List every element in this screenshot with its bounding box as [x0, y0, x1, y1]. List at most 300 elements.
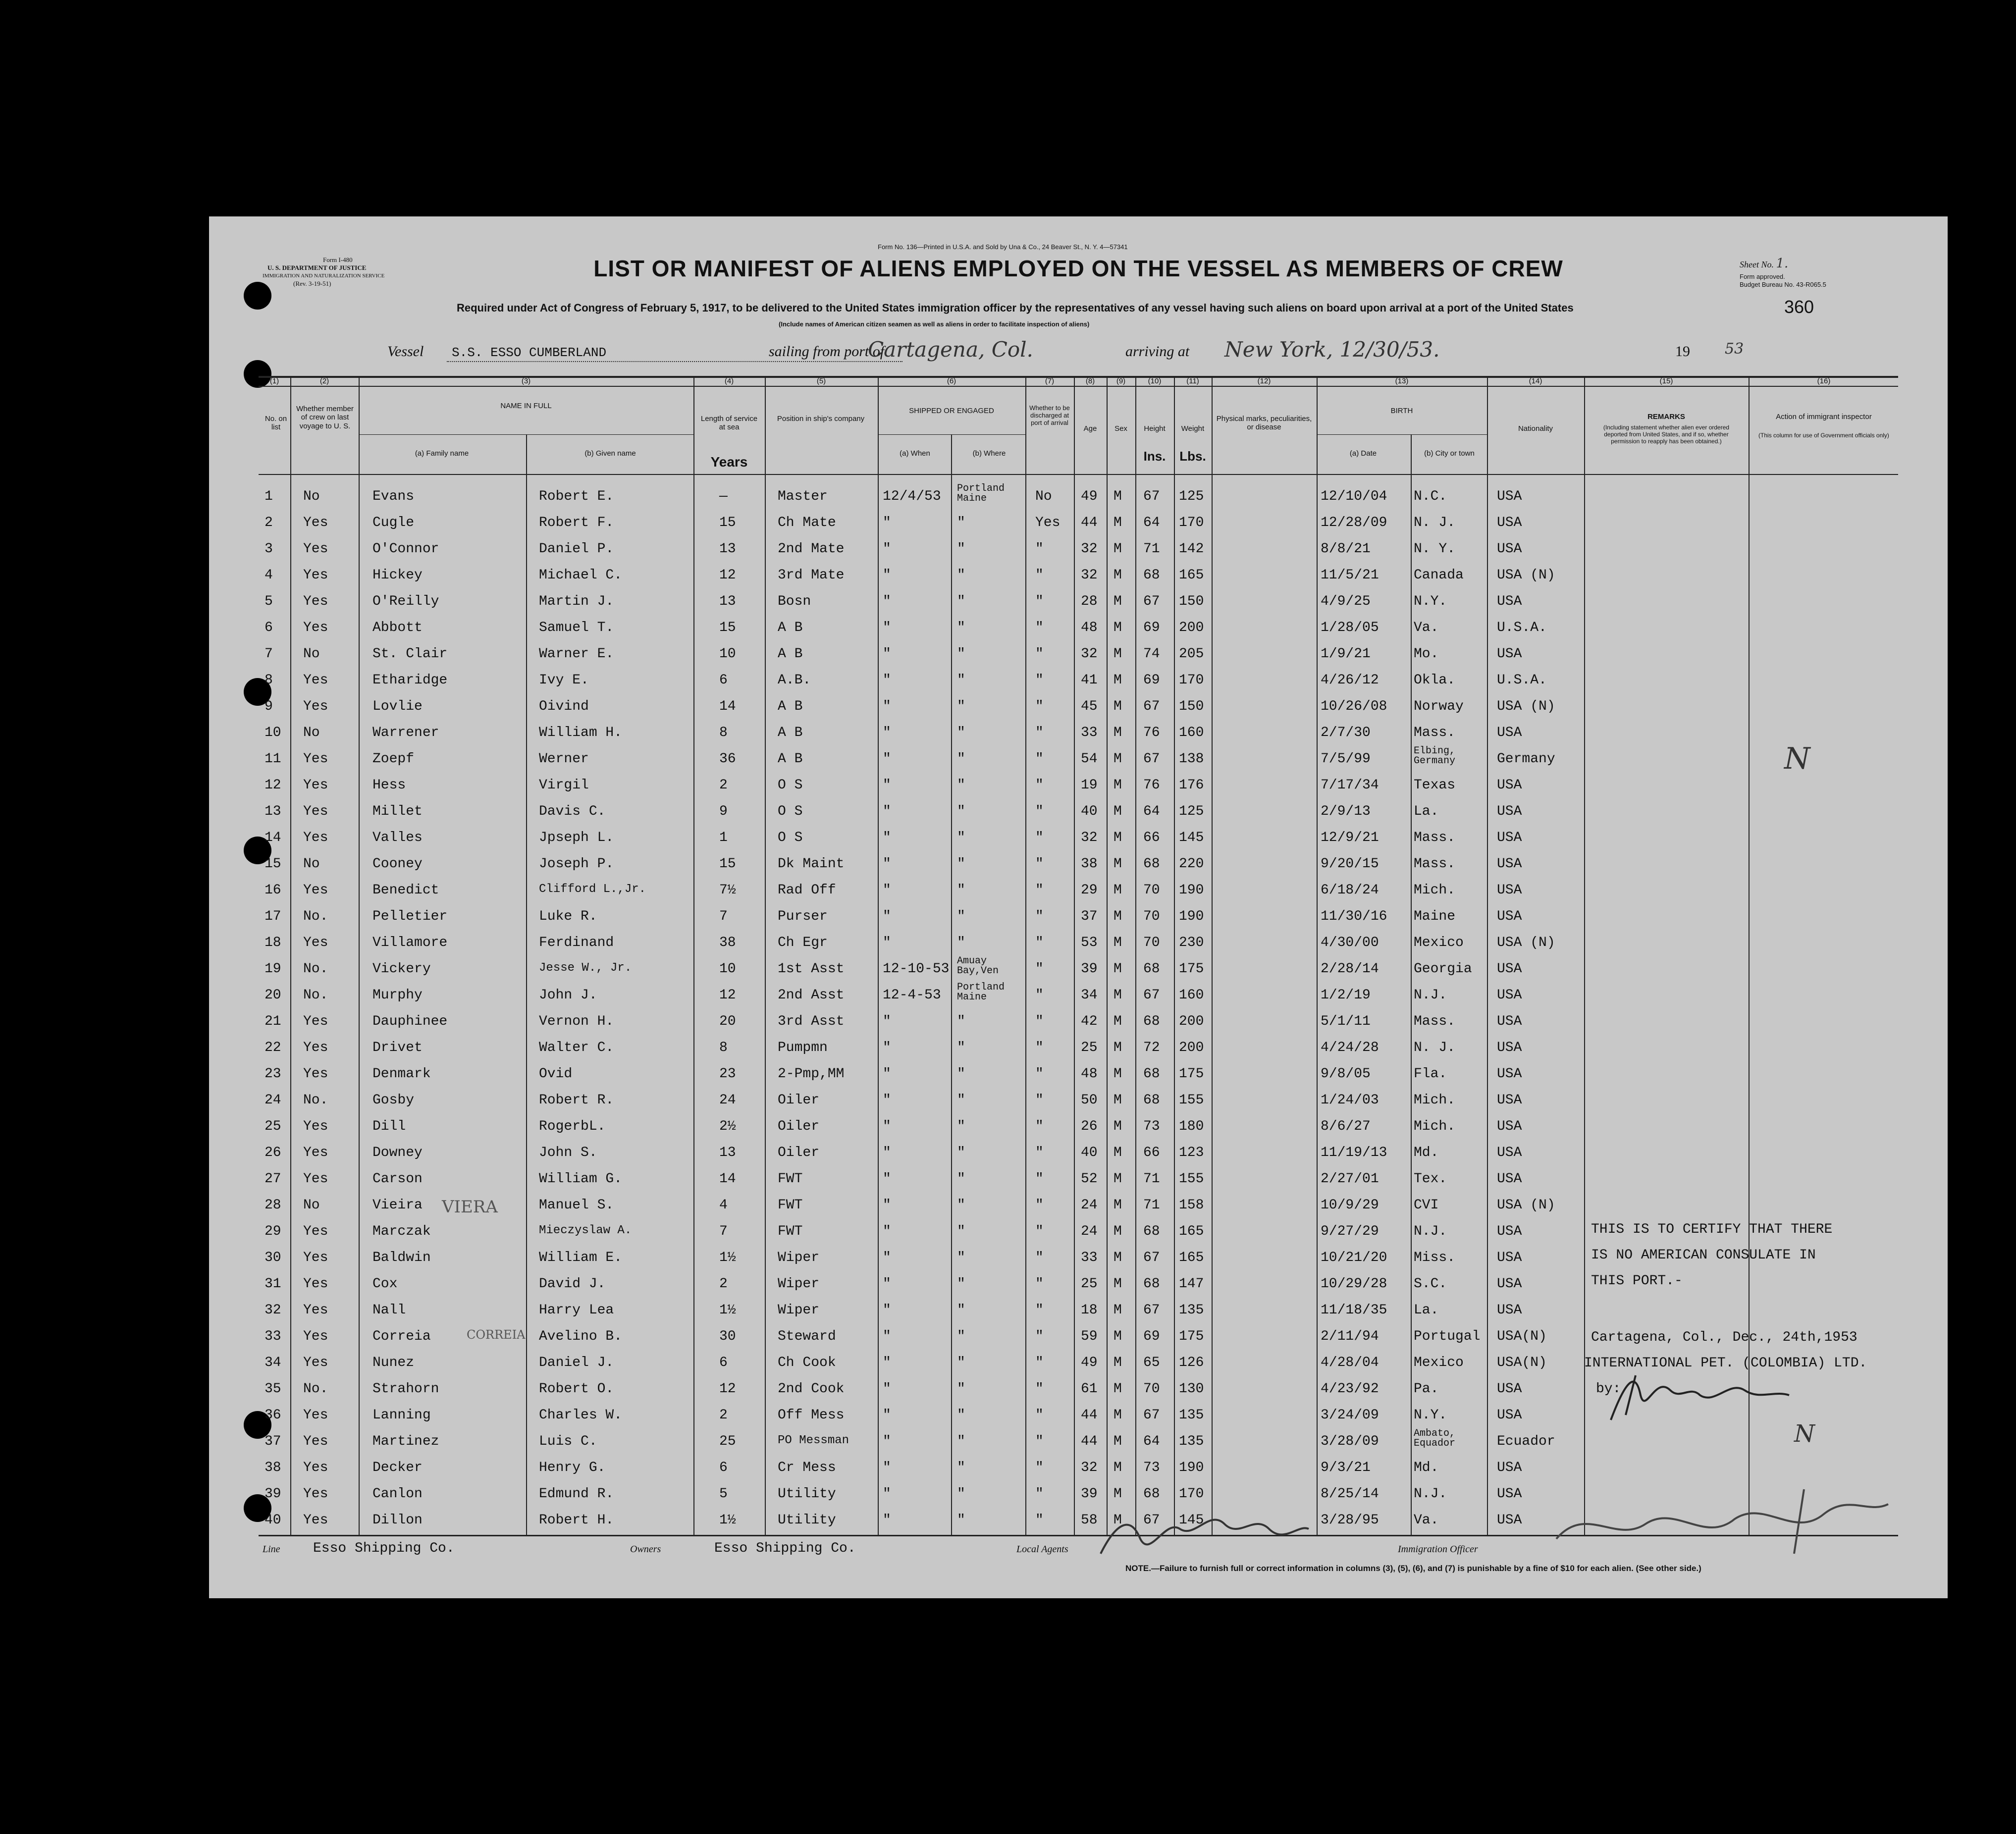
crew-member-last-voyage: Yes [303, 1513, 328, 1528]
crew-birth-city: La. [1414, 1303, 1439, 1318]
table-row [209, 825, 1948, 851]
crew-birth-city: N. J. [1414, 515, 1456, 530]
crew-no: 28 [265, 1198, 281, 1213]
crew-years: 2½ [719, 1119, 736, 1134]
crew-sex: M [1114, 699, 1122, 714]
column-number: (10) [1148, 377, 1162, 385]
crew-position: Ch Mate [778, 515, 836, 530]
crew-sex: M [1114, 1198, 1122, 1213]
crew-member-last-voyage: Yes [303, 1145, 328, 1160]
crew-no: 22 [265, 1040, 281, 1055]
crew-birth-city: Okla. [1414, 673, 1456, 688]
crew-no: 26 [265, 1145, 281, 1160]
crew-height: 64 [1143, 804, 1160, 819]
crew-given-name: RogerbL. [539, 1119, 606, 1134]
crew-height: 70 [1143, 883, 1160, 898]
crew-birth-date: 2/11/94 [1321, 1329, 1379, 1344]
crew-age: 33 [1081, 1250, 1098, 1265]
crew-no: 10 [265, 725, 281, 740]
crew-discharged: " [1035, 751, 1044, 767]
crew-discharged: " [1035, 1486, 1044, 1502]
crew-shipped-where: " [957, 1066, 965, 1082]
crew-sex: M [1114, 1513, 1122, 1528]
crew-family-name: Lanning [372, 1408, 431, 1423]
crew-position: FWT [778, 1171, 803, 1187]
crew-sex: M [1114, 620, 1122, 635]
crew-shipped-where: " [957, 1408, 965, 1423]
crew-given-name: Mieczyslaw A. [539, 1224, 632, 1237]
crew-shipped-when: " [883, 1224, 891, 1239]
crew-birth-city: N.J. [1414, 1224, 1447, 1239]
crew-no: 20 [265, 988, 281, 1003]
crew-shipped-where: " [957, 1486, 965, 1502]
crew-birth-city: Md. [1414, 1460, 1439, 1475]
crew-age: 53 [1081, 935, 1098, 950]
crew-weight: 170 [1179, 1486, 1204, 1502]
crew-member-last-voyage: Yes [303, 699, 328, 714]
header-position: Position in ship's company [777, 415, 865, 423]
crew-birth-city: N.Y. [1414, 594, 1447, 609]
crew-height: 67 [1143, 1408, 1160, 1423]
crew-family-name: Denmark [372, 1066, 431, 1082]
crew-sex: M [1114, 778, 1122, 793]
crew-shipped-when: " [883, 568, 891, 583]
column-number: (13) [1395, 377, 1409, 385]
crew-position: Rad Off [778, 883, 836, 898]
crew-family-name: O'Connor [372, 541, 439, 557]
crew-sex: M [1114, 489, 1122, 504]
crew-nationality: USA [1497, 1276, 1522, 1292]
crew-family-name: Abbott [372, 620, 423, 635]
crew-discharged: " [1035, 1276, 1044, 1292]
crew-discharged: " [1035, 1303, 1044, 1318]
crew-shipped-where: " [957, 1119, 965, 1134]
crew-years: 5 [719, 1486, 728, 1502]
crew-shipped-when: " [883, 1014, 891, 1029]
crew-sex: M [1114, 1014, 1122, 1029]
crew-years: 4 [719, 1198, 728, 1213]
certification-company: INTERNATIONAL PET. (COLOMBIA) LTD. [1584, 1356, 1867, 1371]
table-row [209, 1298, 1948, 1324]
crew-discharged: " [1035, 830, 1044, 845]
crew-shipped-when: " [883, 1198, 891, 1213]
crew-height: 69 [1143, 620, 1160, 635]
crew-shipped-where: " [957, 1145, 965, 1160]
table-row [209, 773, 1948, 799]
crew-position: A B [778, 751, 803, 767]
table-row [209, 1271, 1948, 1298]
crew-birth-date: 7/5/99 [1321, 751, 1371, 767]
crew-position: Ch Cook [778, 1355, 836, 1370]
crew-birth-date: 11/5/21 [1321, 568, 1379, 583]
crew-birth-city: Mich. [1414, 1093, 1456, 1108]
crew-shipped-where: Portland Maine [957, 982, 1005, 1003]
crew-age: 19 [1081, 778, 1098, 793]
crew-position: 2nd Mate [778, 541, 845, 557]
crew-weight: 150 [1179, 699, 1204, 714]
crew-nationality: USA [1497, 1093, 1522, 1108]
header-name-in-full: NAME IN FULL [500, 402, 552, 410]
header-years: Years [710, 454, 748, 470]
crew-shipped-where: Portland Maine [957, 483, 1005, 504]
crew-height: 68 [1143, 1276, 1160, 1292]
crew-years: 23 [719, 1066, 736, 1082]
crew-birth-date: 1/28/05 [1321, 620, 1379, 635]
header-no-on-list: No. on list [265, 415, 287, 432]
crew-no: 31 [265, 1276, 281, 1292]
crew-shipped-where: Amuay Bay,Ven [957, 955, 999, 977]
crew-weight: 180 [1179, 1119, 1204, 1134]
crew-no: 34 [265, 1355, 281, 1370]
crew-sex: M [1114, 988, 1122, 1003]
sailing-port: Cartagena, Col. [868, 337, 1033, 362]
crew-given-name: Oivind [539, 699, 589, 714]
table-row [209, 641, 1948, 668]
footer-owners-label: Owners [630, 1544, 661, 1555]
crew-no: 25 [265, 1119, 281, 1134]
crew-discharged: " [1035, 856, 1044, 872]
crew-age: 34 [1081, 988, 1098, 1003]
form-id: Form I-480 [323, 256, 353, 263]
crew-discharged: Yes [1035, 515, 1061, 530]
crew-weight: 170 [1179, 515, 1204, 530]
crew-given-name: Luis C. [539, 1434, 597, 1449]
crew-position: A B [778, 646, 803, 662]
crew-member-last-voyage: Yes [303, 883, 328, 898]
crew-weight: 190 [1179, 909, 1204, 924]
crew-weight: 200 [1179, 620, 1204, 635]
crew-family-name: Marczak [372, 1224, 431, 1239]
crew-no: 4 [265, 568, 273, 583]
crew-height: 71 [1143, 1198, 1160, 1213]
crew-weight: 160 [1179, 725, 1204, 740]
crew-birth-date: 4/30/00 [1321, 935, 1379, 950]
crew-member-last-voyage: Yes [303, 1171, 328, 1187]
crew-given-name: Jpseph L. [539, 830, 614, 845]
crew-height: 67 [1143, 489, 1160, 504]
crew-birth-city: Mich. [1414, 883, 1456, 898]
crew-given-name: Daniel P. [539, 541, 614, 557]
header-family-name: (a) Family name [415, 449, 469, 458]
crew-sex: M [1114, 856, 1122, 872]
crew-given-name: Avelino B. [539, 1329, 623, 1344]
crew-nationality: USA [1497, 1303, 1522, 1318]
crew-years: 15 [719, 515, 736, 530]
crew-family-name: Hess [372, 778, 406, 793]
crew-given-name: Samuel T. [539, 620, 614, 635]
column-number: (8) [1085, 377, 1095, 385]
crew-birth-date: 9/20/15 [1321, 856, 1379, 872]
crew-age: 32 [1081, 568, 1098, 583]
crew-family-name: Nunez [372, 1355, 415, 1370]
header-weight: Weight [1181, 424, 1205, 433]
crew-member-last-voyage: Yes [303, 1355, 328, 1370]
crew-weight: 230 [1179, 935, 1204, 950]
inspector-mark: N [1784, 741, 1810, 776]
crew-years: 1½ [719, 1250, 736, 1265]
crew-nationality: USA [1497, 1513, 1522, 1528]
column-number: (14) [1529, 377, 1542, 385]
crew-birth-date: 9/27/29 [1321, 1224, 1379, 1239]
department: U. S. DEPARTMENT OF JUSTICE [267, 264, 367, 271]
crew-shipped-when: " [883, 1408, 891, 1423]
crew-years: 14 [719, 1171, 736, 1187]
table-row [209, 1140, 1948, 1166]
crew-given-name: Edmund R. [539, 1486, 614, 1502]
crew-weight: 200 [1179, 1040, 1204, 1055]
crew-shipped-when: " [883, 673, 891, 688]
crew-years: 25 [719, 1434, 736, 1449]
crew-birth-city: N. J. [1414, 1040, 1456, 1055]
crew-nationality: USA [1497, 1066, 1522, 1082]
crew-sex: M [1114, 725, 1122, 740]
table-row [209, 1035, 1948, 1061]
crew-family-name: Carson [372, 1171, 423, 1187]
crew-family-name: Vickery [372, 961, 431, 977]
table-row [209, 1455, 1948, 1481]
column-number: (3) [521, 377, 531, 385]
crew-shipped-where: " [957, 646, 965, 662]
crew-shipped-where: " [957, 778, 965, 793]
crew-family-name: Vieira [372, 1198, 423, 1213]
crew-birth-date: 10/21/20 [1321, 1250, 1387, 1265]
crew-birth-city: Maine [1414, 909, 1456, 924]
crew-birth-city: CVI [1414, 1198, 1439, 1213]
crew-position: 2nd Asst [778, 988, 845, 1003]
crew-given-name: William E. [539, 1250, 623, 1265]
crew-shipped-when: " [883, 1303, 891, 1318]
crew-birth-city: N.J. [1414, 1486, 1447, 1502]
table-row [209, 563, 1948, 589]
crew-age: 39 [1081, 961, 1098, 977]
crew-position: 2-Pmp,MM [778, 1066, 845, 1082]
crew-sex: M [1114, 1355, 1122, 1370]
crew-member-last-voyage: No. [303, 1093, 328, 1108]
crew-no: 13 [265, 804, 281, 819]
certification-line-1: THIS IS TO CERTIFY THAT THERE [1591, 1222, 1833, 1237]
crew-given-name: William G. [539, 1171, 623, 1187]
crew-shipped-when: " [883, 1460, 891, 1475]
crew-shipped-when: " [883, 935, 891, 950]
crew-discharged: " [1035, 909, 1044, 924]
crew-family-name: Decker [372, 1460, 423, 1475]
crew-birth-date: 4/9/25 [1321, 594, 1371, 609]
crew-no: 23 [265, 1066, 281, 1082]
crew-birth-city: Mo. [1414, 646, 1439, 662]
crew-birth-city: Fla. [1414, 1066, 1447, 1082]
crew-shipped-where: " [957, 1381, 965, 1397]
crew-age: 33 [1081, 725, 1098, 740]
subtitle: Required under Act of Congress of February 5, 1917, to be delivered to the United States immigration officer by the representatives of any vessel having such aliens on board upon arrival at a port of the United States [457, 302, 1574, 314]
crew-no: 36 [265, 1408, 281, 1423]
header-whether-member: Whether member of crew on last voyage to U. S. [296, 405, 354, 430]
crew-age: 32 [1081, 646, 1098, 662]
crew-nationality: U.S.A. [1497, 620, 1547, 635]
certification-place-date: Cartagena, Col., Dec., 24th,1953 [1591, 1330, 1857, 1345]
crew-family-name: Lovlie [372, 699, 423, 714]
crew-age: 32 [1081, 541, 1098, 557]
crew-weight: 165 [1179, 568, 1204, 583]
crew-years: 7½ [719, 883, 736, 898]
crew-shipped-where: " [957, 1329, 965, 1344]
header-sex: Sex [1114, 424, 1127, 433]
crew-age: 45 [1081, 699, 1098, 714]
crew-shipped-when: " [883, 1513, 891, 1528]
crew-nationality: USA [1497, 515, 1522, 530]
crew-nationality: USA [1497, 1460, 1522, 1475]
crew-sex: M [1114, 1119, 1122, 1134]
crew-birth-city: Va. [1414, 620, 1439, 635]
crew-birth-date: 8/8/21 [1321, 541, 1371, 557]
crew-shipped-where: " [957, 883, 965, 898]
footer-agents-label: Local Agents [1016, 1544, 1068, 1555]
crew-position: A B [778, 699, 803, 714]
crew-shipped-where: " [957, 804, 965, 819]
manifest-sheet [209, 216, 1948, 1598]
crew-years: 1 [719, 830, 728, 845]
crew-age: 26 [1081, 1119, 1098, 1134]
crew-family-name: Warrener [372, 725, 439, 740]
crew-birth-date: 12/28/09 [1321, 515, 1387, 530]
crew-sex: M [1114, 1093, 1122, 1108]
footer-owners-value: Esso Shipping Co. [714, 1541, 856, 1556]
table-row [209, 720, 1948, 746]
crew-height: 71 [1143, 1171, 1160, 1187]
crew-shipped-when: " [883, 1040, 891, 1055]
crew-position: Wiper [778, 1276, 820, 1292]
crew-years: 36 [719, 751, 736, 767]
crew-birth-city: Portugal [1414, 1329, 1481, 1344]
crew-height: 68 [1143, 1066, 1160, 1082]
crew-height: 67 [1143, 699, 1160, 714]
crew-family-name: Martinez [372, 1434, 439, 1449]
crew-shipped-when: " [883, 1355, 891, 1370]
crew-member-last-voyage: Yes [303, 620, 328, 635]
crew-sex: M [1114, 1329, 1122, 1344]
crew-age: 40 [1081, 804, 1098, 819]
crew-shipped-where: " [957, 1224, 965, 1239]
crew-position: Oiler [778, 1145, 820, 1160]
crew-member-last-voyage: Yes [303, 568, 328, 583]
crew-shipped-where: " [957, 594, 965, 609]
crew-member-last-voyage: Yes [303, 1303, 328, 1318]
crew-position: Oiler [778, 1093, 820, 1108]
crew-discharged: " [1035, 620, 1044, 635]
crew-age: 48 [1081, 620, 1098, 635]
crew-member-last-voyage: No. [303, 1381, 328, 1397]
table-row [209, 694, 1948, 720]
crew-no: 27 [265, 1171, 281, 1187]
crew-given-name: Robert O. [539, 1381, 614, 1397]
crew-age: 39 [1081, 1486, 1098, 1502]
crew-member-last-voyage: Yes [303, 1460, 328, 1475]
crew-shipped-where: " [957, 1014, 965, 1029]
crew-shipped-when: " [883, 856, 891, 872]
crew-age: 25 [1081, 1276, 1098, 1292]
table-row [209, 1166, 1948, 1193]
crew-age: 37 [1081, 909, 1098, 924]
crew-given-name: Warner E. [539, 646, 614, 662]
crew-no: 38 [265, 1460, 281, 1475]
crew-height: 68 [1143, 961, 1160, 977]
table-row [209, 1088, 1948, 1114]
crew-sex: M [1114, 1276, 1122, 1292]
crew-sex: M [1114, 909, 1122, 924]
inspector-mark: N [1794, 1420, 1815, 1448]
crew-no: 29 [265, 1224, 281, 1239]
crew-years: 20 [719, 1014, 736, 1029]
approval: Form approved. [1740, 273, 1785, 280]
printer-line: Form No. 136—Printed in U.S.A. and Sold by Una & Co., 24 Beaver St., N. Y. 4—57341 [878, 243, 1128, 251]
stamp-number: 360 [1784, 297, 1814, 317]
crew-height: 67 [1143, 1513, 1160, 1528]
crew-member-last-voyage: No [303, 646, 320, 662]
crew-weight: 126 [1179, 1355, 1204, 1370]
column-number: (4) [724, 377, 734, 385]
crew-birth-date: 6/18/24 [1321, 883, 1379, 898]
crew-discharged: " [1035, 699, 1044, 714]
crew-member-last-voyage: Yes [303, 594, 328, 609]
crew-nationality: USA [1497, 830, 1522, 845]
crew-family-name: Murphy [372, 988, 423, 1003]
crew-nationality: USA [1497, 1014, 1522, 1029]
crew-discharged: " [1035, 804, 1044, 819]
crew-given-name: Luke R. [539, 909, 597, 924]
crew-no: 18 [265, 935, 281, 950]
crew-member-last-voyage: Yes [303, 1014, 328, 1029]
crew-shipped-where: " [957, 1040, 965, 1055]
crew-member-last-voyage: Yes [303, 1250, 328, 1265]
crew-position: Ch Egr [778, 935, 828, 950]
crew-family-name: Downey [372, 1145, 423, 1160]
crew-sex: M [1114, 1224, 1122, 1239]
crew-birth-city: Mexico [1414, 935, 1464, 950]
crew-age: 59 [1081, 1329, 1098, 1344]
crew-nationality: USA [1497, 1040, 1522, 1055]
crew-height: 76 [1143, 725, 1160, 740]
crew-shipped-when: " [883, 699, 891, 714]
crew-birth-city: Georgia [1414, 961, 1472, 977]
column-number: (2) [319, 377, 329, 385]
crew-member-last-voyage: Yes [303, 1329, 328, 1344]
crew-sex: M [1114, 1460, 1122, 1475]
crew-discharged: " [1035, 1119, 1044, 1134]
crew-family-name: Dill [372, 1119, 406, 1134]
crew-family-name: Cugle [372, 515, 415, 530]
crew-years: 2 [719, 1408, 728, 1423]
crew-given-name: Werner [539, 751, 589, 767]
header-ins: Ins. [1143, 449, 1166, 464]
crew-height: 66 [1143, 1145, 1160, 1160]
crew-discharged: " [1035, 1460, 1044, 1475]
crew-sex: M [1114, 1381, 1122, 1397]
header-given-name: (b) Given name [584, 449, 636, 458]
crew-nationality: USA(N) [1497, 1329, 1547, 1344]
table-row [209, 510, 1948, 536]
crew-birth-date: 2/9/13 [1321, 804, 1371, 819]
crew-position: Wiper [778, 1303, 820, 1318]
crew-birth-city: Md. [1414, 1145, 1439, 1160]
crew-weight: 155 [1179, 1093, 1204, 1108]
header-birth-date: (a) Date [1349, 449, 1377, 458]
crew-age: 44 [1081, 515, 1098, 530]
crew-sex: M [1114, 1408, 1122, 1423]
crew-years: 10 [719, 646, 736, 662]
crew-discharged: " [1035, 725, 1044, 740]
subtitle-2: (Include names of American citizen seamen as well as aliens in order to facilitate inspection of aliens) [779, 320, 1090, 328]
crew-no: 40 [265, 1513, 281, 1528]
crew-position: Utility [778, 1486, 836, 1502]
